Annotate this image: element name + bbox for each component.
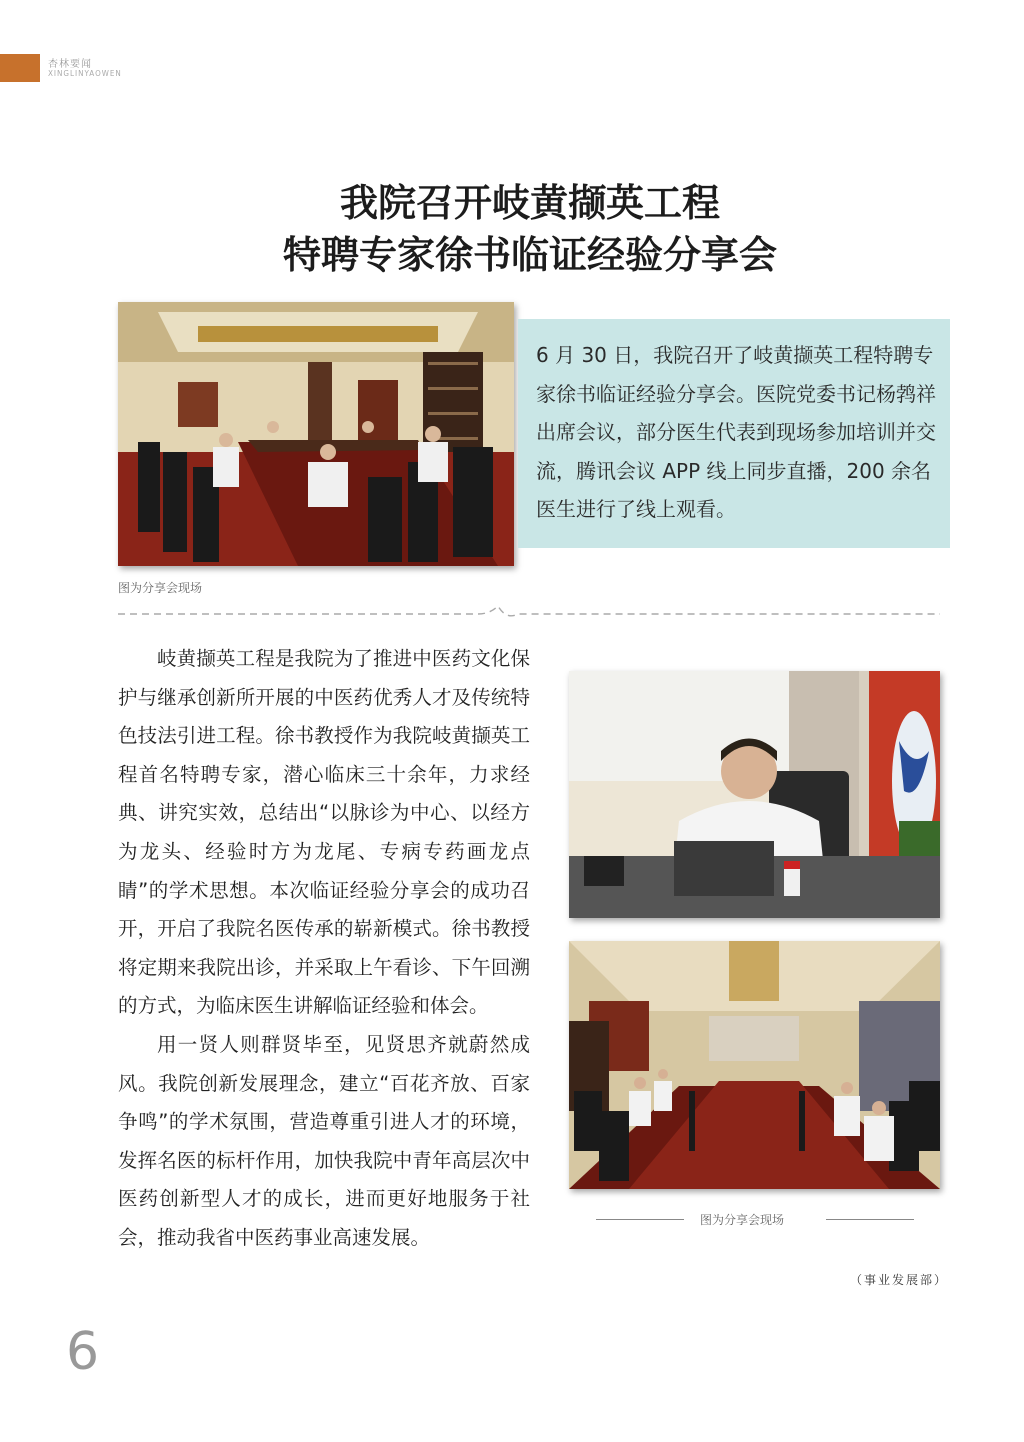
article-title-line1: 我院召开岐黄撷英工程 [339, 180, 720, 225]
body-paragraph-2: 用一贤人则群贤毕至，见贤思齐就蔚然成风。我院创新发展理念，建立“百花齐放、百家争鸣”的学术氛围，营造尊重引进人才的环境，发挥名医的标杆作用，加快我院中青年高层次中医药创新型人才的成长，进而更好地服务于社会，推动我省中医药事业高速发展。 [118, 1032, 530, 1249]
caption-rule-right [826, 1219, 914, 1220]
department-credit: （事业发展部） [850, 1273, 949, 1287]
section-color-block [0, 54, 40, 82]
article-title-line2: 特聘专家徐书临证经验分享会 [282, 232, 777, 277]
body-paragraph-1: 岐黄撷英工程是我院为了推进中医药文化保护与继承创新所开展的中医药优秀人才及传统特色技法引进工程。徐书教授作为我院岐黄撷英工程首名特聘专家，潜心临床三十余年，力求经典、讲究实效，总结出“以脉诊为中心、以经方为龙头、经验时方为龙尾、专病专药画龙点睛”的学术思想。本次临证经验分享会的成功召开，开启了我院名医传承的崭新模式。徐书教授将定期来我院出诊，并采取上午看诊、下午回溯的方式，为临床医生讲解临证经验和体会。 [118, 647, 530, 1018]
section-title-pinyin: XINGLINYAOWEN [48, 69, 122, 78]
caption-rule-left [596, 1219, 684, 1220]
speaker-photo [569, 671, 940, 918]
section-title: 杏林要闻 [48, 59, 92, 70]
photo-caption-top: 图为分享会现场 [118, 581, 203, 595]
section-divider [118, 604, 940, 624]
meeting-photo-main [118, 302, 514, 566]
photo-caption-bottom: 图为分享会现场 [700, 1213, 785, 1227]
intro-paragraph: 6 月 30 日，我院召开了岐黄撷英工程特聘专家徐书临证经验分享会。医院党委书记杨鹁祥出席会议，部分医生代表到现场参加培训并交流，腾讯会议 APP 线上同步直播，200 余名医生进行了线上观看。 [536, 343, 936, 522]
page-number: 6 [66, 1322, 100, 1382]
meeting-photo-overview [569, 941, 940, 1189]
article-body [118, 640, 530, 1258]
